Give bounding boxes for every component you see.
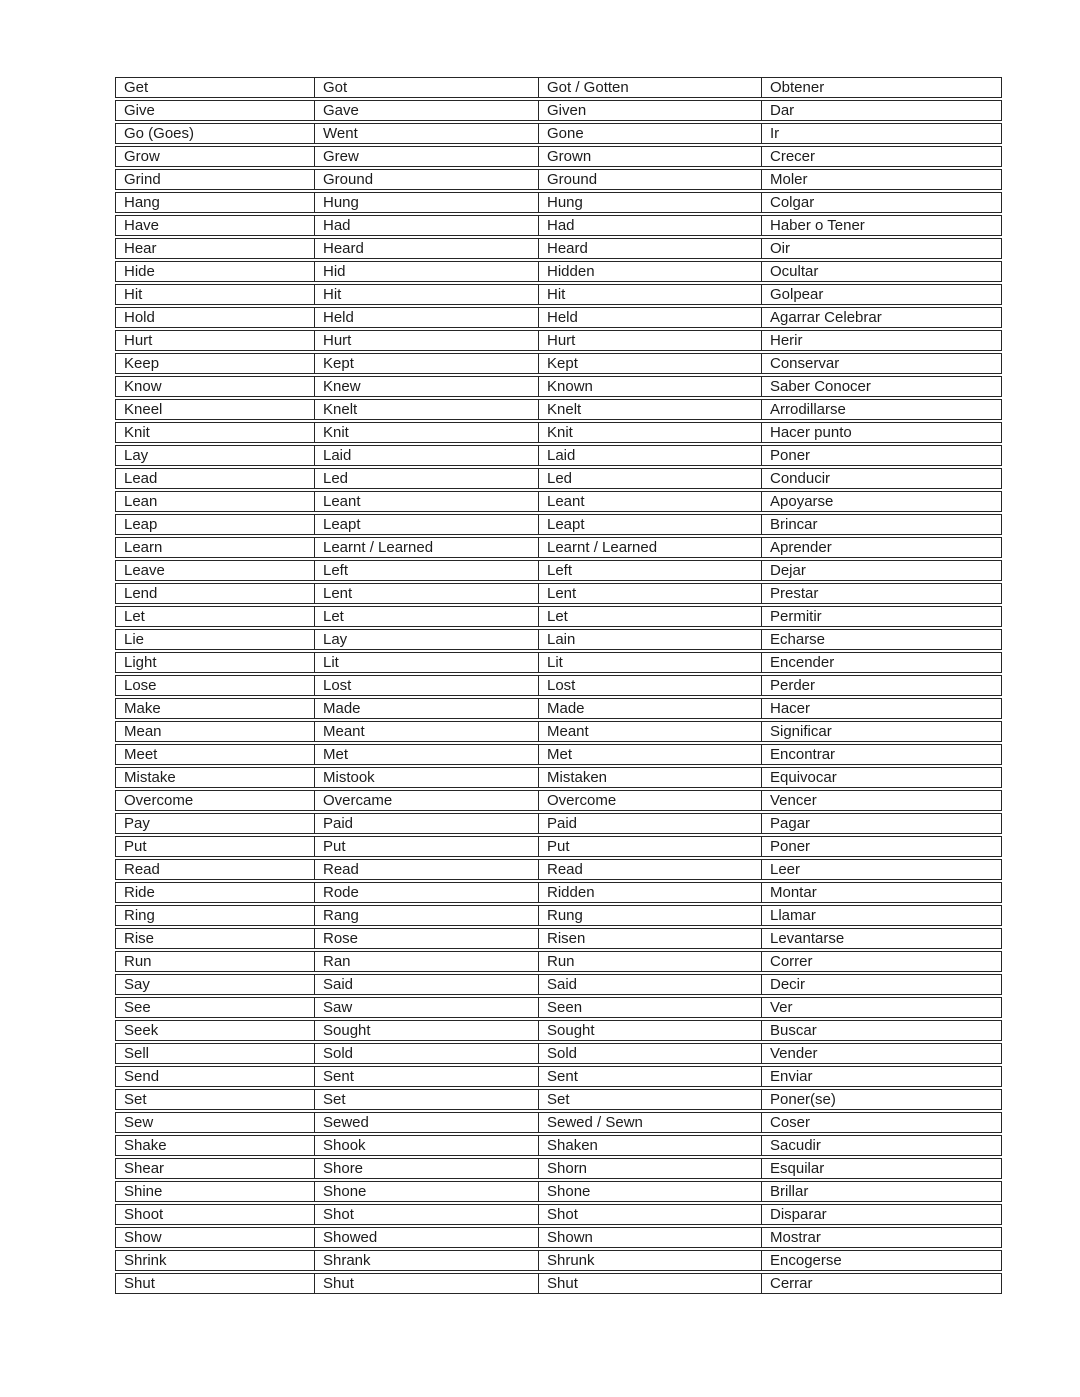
cell-infinitive: Lay xyxy=(115,445,314,466)
cell-past-simple: Got xyxy=(314,77,538,98)
cell-infinitive: Hide xyxy=(115,261,314,282)
cell-spanish-translation: Significar xyxy=(761,721,1002,742)
irregular-verbs-table xyxy=(115,75,1002,1296)
cell-past-simple: Ran xyxy=(314,951,538,972)
cell-infinitive: Mistake xyxy=(115,767,314,788)
cell-past-simple: Ground xyxy=(314,169,538,190)
cell-spanish-translation: Pagar xyxy=(761,813,1002,834)
cell-spanish-translation: Mostrar xyxy=(761,1227,1002,1248)
table-row xyxy=(115,491,1002,512)
cell-infinitive: Grind xyxy=(115,169,314,190)
cell-spanish-translation: Poner(se) xyxy=(761,1089,1002,1110)
table-row xyxy=(115,307,1002,328)
table-row xyxy=(115,77,1002,98)
cell-spanish-translation: Correr xyxy=(761,951,1002,972)
cell-infinitive: Overcome xyxy=(115,790,314,811)
table-row xyxy=(115,353,1002,374)
cell-past-participle: Set xyxy=(538,1089,761,1110)
table-row xyxy=(115,675,1002,696)
cell-past-simple: Went xyxy=(314,123,538,144)
cell-past-participle: Leant xyxy=(538,491,761,512)
cell-spanish-translation: Hacer punto xyxy=(761,422,1002,443)
cell-spanish-translation: Equivocar xyxy=(761,767,1002,788)
cell-infinitive: Ride xyxy=(115,882,314,903)
cell-past-participle: Rung xyxy=(538,905,761,926)
cell-spanish-translation: Crecer xyxy=(761,146,1002,167)
cell-past-simple: Learnt / Learned xyxy=(314,537,538,558)
table-row xyxy=(115,790,1002,811)
cell-past-simple: Knit xyxy=(314,422,538,443)
cell-spanish-translation: Hacer xyxy=(761,698,1002,719)
cell-past-simple: Rode xyxy=(314,882,538,903)
cell-spanish-translation: Brincar xyxy=(761,514,1002,535)
cell-spanish-translation: Permitir xyxy=(761,606,1002,627)
cell-past-participle: Led xyxy=(538,468,761,489)
cell-infinitive: Lead xyxy=(115,468,314,489)
cell-infinitive: Lend xyxy=(115,583,314,604)
cell-past-simple: Shook xyxy=(314,1135,538,1156)
cell-past-simple: Shore xyxy=(314,1158,538,1179)
cell-past-participle: Sold xyxy=(538,1043,761,1064)
table-row xyxy=(115,146,1002,167)
cell-spanish-translation: Buscar xyxy=(761,1020,1002,1041)
table-row xyxy=(115,1204,1002,1225)
table-row xyxy=(115,583,1002,604)
cell-past-participle: Hit xyxy=(538,284,761,305)
cell-infinitive: Hit xyxy=(115,284,314,305)
cell-spanish-translation: Moler xyxy=(761,169,1002,190)
cell-spanish-translation: Ir xyxy=(761,123,1002,144)
cell-past-simple: Knelt xyxy=(314,399,538,420)
cell-past-simple: Hid xyxy=(314,261,538,282)
cell-past-participle: Lent xyxy=(538,583,761,604)
cell-spanish-translation: Coser xyxy=(761,1112,1002,1133)
table-row xyxy=(115,905,1002,926)
cell-infinitive: Have xyxy=(115,215,314,236)
cell-past-simple: Said xyxy=(314,974,538,995)
cell-past-participle: Leapt xyxy=(538,514,761,535)
cell-past-simple: Showed xyxy=(314,1227,538,1248)
cell-spanish-translation: Levantarse xyxy=(761,928,1002,949)
cell-past-simple: Read xyxy=(314,859,538,880)
cell-past-simple: Kept xyxy=(314,353,538,374)
table-row xyxy=(115,698,1002,719)
cell-past-participle: Sent xyxy=(538,1066,761,1087)
cell-past-simple: Overcame xyxy=(314,790,538,811)
cell-spanish-translation: Conservar xyxy=(761,353,1002,374)
cell-past-participle: Shrunk xyxy=(538,1250,761,1271)
table-row xyxy=(115,537,1002,558)
cell-past-simple: Let xyxy=(314,606,538,627)
cell-past-simple: Led xyxy=(314,468,538,489)
cell-past-participle: Gone xyxy=(538,123,761,144)
cell-past-participle: Lost xyxy=(538,675,761,696)
cell-past-participle: Put xyxy=(538,836,761,857)
cell-infinitive: Make xyxy=(115,698,314,719)
cell-past-simple: Sought xyxy=(314,1020,538,1041)
cell-spanish-translation: Esquilar xyxy=(761,1158,1002,1179)
cell-past-simple: Made xyxy=(314,698,538,719)
cell-infinitive: Hurt xyxy=(115,330,314,351)
cell-spanish-translation: Llamar xyxy=(761,905,1002,926)
cell-past-participle: Given xyxy=(538,100,761,121)
cell-past-participle: Knit xyxy=(538,422,761,443)
cell-spanish-translation: Haber o Tener xyxy=(761,215,1002,236)
cell-spanish-translation: Apoyarse xyxy=(761,491,1002,512)
cell-infinitive: Let xyxy=(115,606,314,627)
verb-table-body xyxy=(115,77,1002,1294)
table-row xyxy=(115,974,1002,995)
cell-infinitive: Hold xyxy=(115,307,314,328)
cell-past-participle: Hidden xyxy=(538,261,761,282)
cell-spanish-translation: Poner xyxy=(761,445,1002,466)
cell-past-simple: Sold xyxy=(314,1043,538,1064)
cell-past-simple: Hung xyxy=(314,192,538,213)
cell-infinitive: Read xyxy=(115,859,314,880)
cell-spanish-translation: Prestar xyxy=(761,583,1002,604)
cell-infinitive: Sell xyxy=(115,1043,314,1064)
table-row xyxy=(115,859,1002,880)
cell-past-simple: Mistook xyxy=(314,767,538,788)
cell-infinitive: Run xyxy=(115,951,314,972)
cell-past-participle: Shut xyxy=(538,1273,761,1294)
cell-past-simple: Shot xyxy=(314,1204,538,1225)
cell-infinitive: Rise xyxy=(115,928,314,949)
cell-past-participle: Shone xyxy=(538,1181,761,1202)
table-row xyxy=(115,399,1002,420)
cell-spanish-translation: Poner xyxy=(761,836,1002,857)
cell-spanish-translation: Encontrar xyxy=(761,744,1002,765)
cell-infinitive: Know xyxy=(115,376,314,397)
cell-past-simple: Met xyxy=(314,744,538,765)
table-row xyxy=(115,721,1002,742)
cell-past-participle: Shorn xyxy=(538,1158,761,1179)
cell-spanish-translation: Disparar xyxy=(761,1204,1002,1225)
cell-past-participle: Known xyxy=(538,376,761,397)
table-row xyxy=(115,376,1002,397)
cell-past-participle: Hung xyxy=(538,192,761,213)
table-row xyxy=(115,1273,1002,1294)
cell-infinitive: Meet xyxy=(115,744,314,765)
table-row xyxy=(115,606,1002,627)
cell-past-participle: Left xyxy=(538,560,761,581)
table-row xyxy=(115,744,1002,765)
cell-infinitive: Seek xyxy=(115,1020,314,1041)
cell-infinitive: Show xyxy=(115,1227,314,1248)
cell-spanish-translation: Agarrar Celebrar xyxy=(761,307,1002,328)
cell-past-participle: Hurt xyxy=(538,330,761,351)
cell-past-participle: Grown xyxy=(538,146,761,167)
cell-infinitive: Ring xyxy=(115,905,314,926)
cell-spanish-translation: Saber Conocer xyxy=(761,376,1002,397)
cell-spanish-translation: Leer xyxy=(761,859,1002,880)
table-row xyxy=(115,100,1002,121)
table-row xyxy=(115,1043,1002,1064)
table-row xyxy=(115,215,1002,236)
cell-past-simple: Lost xyxy=(314,675,538,696)
cell-past-participle: Read xyxy=(538,859,761,880)
cell-spanish-translation: Arrodillarse xyxy=(761,399,1002,420)
cell-past-participle: Ridden xyxy=(538,882,761,903)
cell-past-simple: Meant xyxy=(314,721,538,742)
cell-infinitive: Lose xyxy=(115,675,314,696)
cell-past-participle: Let xyxy=(538,606,761,627)
cell-past-participle: Ground xyxy=(538,169,761,190)
cell-spanish-translation: Ocultar xyxy=(761,261,1002,282)
table-row xyxy=(115,836,1002,857)
table-row xyxy=(115,1227,1002,1248)
table-row xyxy=(115,882,1002,903)
cell-spanish-translation: Decir xyxy=(761,974,1002,995)
cell-past-simple: Lit xyxy=(314,652,538,673)
cell-past-participle: Shot xyxy=(538,1204,761,1225)
cell-infinitive: Go (Goes) xyxy=(115,123,314,144)
cell-past-participle: Made xyxy=(538,698,761,719)
cell-past-participle: Seen xyxy=(538,997,761,1018)
cell-past-participle: Mistaken xyxy=(538,767,761,788)
cell-past-participle: Had xyxy=(538,215,761,236)
table-row xyxy=(115,1250,1002,1271)
cell-past-participle: Lit xyxy=(538,652,761,673)
cell-past-simple: Heard xyxy=(314,238,538,259)
table-row xyxy=(115,652,1002,673)
table-row xyxy=(115,284,1002,305)
cell-spanish-translation: Enviar xyxy=(761,1066,1002,1087)
cell-past-participle: Held xyxy=(538,307,761,328)
cell-past-participle: Kept xyxy=(538,353,761,374)
table-row xyxy=(115,767,1002,788)
cell-spanish-translation: Ver xyxy=(761,997,1002,1018)
cell-infinitive: Get xyxy=(115,77,314,98)
cell-infinitive: Leap xyxy=(115,514,314,535)
cell-spanish-translation: Conducir xyxy=(761,468,1002,489)
cell-spanish-translation: Encogerse xyxy=(761,1250,1002,1271)
cell-past-participle: Heard xyxy=(538,238,761,259)
table-row xyxy=(115,1112,1002,1133)
cell-past-simple: Sent xyxy=(314,1066,538,1087)
cell-spanish-translation: Perder xyxy=(761,675,1002,696)
cell-infinitive: Sew xyxy=(115,1112,314,1133)
cell-infinitive: Shake xyxy=(115,1135,314,1156)
cell-past-participle: Overcome xyxy=(538,790,761,811)
cell-past-simple: Hurt xyxy=(314,330,538,351)
table-row xyxy=(115,951,1002,972)
cell-past-simple: Leant xyxy=(314,491,538,512)
cell-past-simple: Left xyxy=(314,560,538,581)
cell-past-simple: Set xyxy=(314,1089,538,1110)
cell-past-participle: Said xyxy=(538,974,761,995)
cell-past-simple: Laid xyxy=(314,445,538,466)
cell-infinitive: Mean xyxy=(115,721,314,742)
cell-infinitive: Shut xyxy=(115,1273,314,1294)
cell-infinitive: Set xyxy=(115,1089,314,1110)
cell-past-simple: Shrank xyxy=(314,1250,538,1271)
cell-past-participle: Knelt xyxy=(538,399,761,420)
cell-infinitive: Give xyxy=(115,100,314,121)
table-row xyxy=(115,1020,1002,1041)
table-row xyxy=(115,997,1002,1018)
cell-spanish-translation: Vencer xyxy=(761,790,1002,811)
table-row xyxy=(115,261,1002,282)
cell-past-participle: Got / Gotten xyxy=(538,77,761,98)
cell-infinitive: Say xyxy=(115,974,314,995)
cell-spanish-translation: Oir xyxy=(761,238,1002,259)
cell-infinitive: Shrink xyxy=(115,1250,314,1271)
cell-past-simple: Paid xyxy=(314,813,538,834)
table-row xyxy=(115,192,1002,213)
cell-past-simple: Hit xyxy=(314,284,538,305)
cell-past-participle: Lain xyxy=(538,629,761,650)
cell-past-simple: Held xyxy=(314,307,538,328)
table-row xyxy=(115,330,1002,351)
cell-past-participle: Paid xyxy=(538,813,761,834)
cell-infinitive: Hear xyxy=(115,238,314,259)
table-row xyxy=(115,1066,1002,1087)
cell-infinitive: Shear xyxy=(115,1158,314,1179)
cell-spanish-translation: Obtener xyxy=(761,77,1002,98)
cell-infinitive: Shoot xyxy=(115,1204,314,1225)
cell-past-simple: Leapt xyxy=(314,514,538,535)
cell-infinitive: Hang xyxy=(115,192,314,213)
table-row xyxy=(115,813,1002,834)
cell-infinitive: Pay xyxy=(115,813,314,834)
cell-infinitive: Lean xyxy=(115,491,314,512)
cell-infinitive: Light xyxy=(115,652,314,673)
cell-past-simple: Sewed xyxy=(314,1112,538,1133)
cell-past-participle: Sewed / Sewn xyxy=(538,1112,761,1133)
cell-past-participle: Learnt / Learned xyxy=(538,537,761,558)
cell-spanish-translation: Cerrar xyxy=(761,1273,1002,1294)
cell-past-simple: Lent xyxy=(314,583,538,604)
cell-past-participle: Shaken xyxy=(538,1135,761,1156)
cell-infinitive: Shine xyxy=(115,1181,314,1202)
table-row xyxy=(115,238,1002,259)
cell-spanish-translation: Golpear xyxy=(761,284,1002,305)
cell-past-simple: Grew xyxy=(314,146,538,167)
cell-past-simple: Put xyxy=(314,836,538,857)
cell-past-simple: Shut xyxy=(314,1273,538,1294)
table-row xyxy=(115,1089,1002,1110)
cell-infinitive: Send xyxy=(115,1066,314,1087)
cell-infinitive: Grow xyxy=(115,146,314,167)
cell-past-simple: Knew xyxy=(314,376,538,397)
cell-past-participle: Run xyxy=(538,951,761,972)
cell-spanish-translation: Dejar xyxy=(761,560,1002,581)
cell-past-participle: Sought xyxy=(538,1020,761,1041)
table-row xyxy=(115,928,1002,949)
cell-spanish-translation: Montar xyxy=(761,882,1002,903)
cell-past-simple: Rose xyxy=(314,928,538,949)
table-row xyxy=(115,445,1002,466)
table-row xyxy=(115,123,1002,144)
cell-spanish-translation: Herir xyxy=(761,330,1002,351)
table-row xyxy=(115,468,1002,489)
cell-past-participle: Laid xyxy=(538,445,761,466)
cell-infinitive: Knit xyxy=(115,422,314,443)
cell-spanish-translation: Vender xyxy=(761,1043,1002,1064)
cell-spanish-translation: Dar xyxy=(761,100,1002,121)
table-row xyxy=(115,1158,1002,1179)
cell-past-participle: Risen xyxy=(538,928,761,949)
cell-past-participle: Met xyxy=(538,744,761,765)
cell-past-simple: Saw xyxy=(314,997,538,1018)
table-row xyxy=(115,422,1002,443)
cell-past-participle: Shown xyxy=(538,1227,761,1248)
cell-infinitive: Put xyxy=(115,836,314,857)
cell-spanish-translation: Sacudir xyxy=(761,1135,1002,1156)
table-row xyxy=(115,514,1002,535)
cell-infinitive: See xyxy=(115,997,314,1018)
cell-infinitive: Kneel xyxy=(115,399,314,420)
table-row xyxy=(115,629,1002,650)
cell-infinitive: Lie xyxy=(115,629,314,650)
cell-past-simple: Shone xyxy=(314,1181,538,1202)
cell-infinitive: Keep xyxy=(115,353,314,374)
table-row xyxy=(115,1135,1002,1156)
cell-past-simple: Lay xyxy=(314,629,538,650)
cell-past-participle: Meant xyxy=(538,721,761,742)
cell-past-simple: Had xyxy=(314,215,538,236)
cell-infinitive: Learn xyxy=(115,537,314,558)
cell-spanish-translation: Brillar xyxy=(761,1181,1002,1202)
cell-past-simple: Rang xyxy=(314,905,538,926)
cell-spanish-translation: Encender xyxy=(761,652,1002,673)
table-row xyxy=(115,560,1002,581)
cell-spanish-translation: Echarse xyxy=(761,629,1002,650)
cell-spanish-translation: Aprender xyxy=(761,537,1002,558)
table-row xyxy=(115,1181,1002,1202)
cell-infinitive: Leave xyxy=(115,560,314,581)
cell-past-simple: Gave xyxy=(314,100,538,121)
cell-spanish-translation: Colgar xyxy=(761,192,1002,213)
table-row xyxy=(115,169,1002,190)
